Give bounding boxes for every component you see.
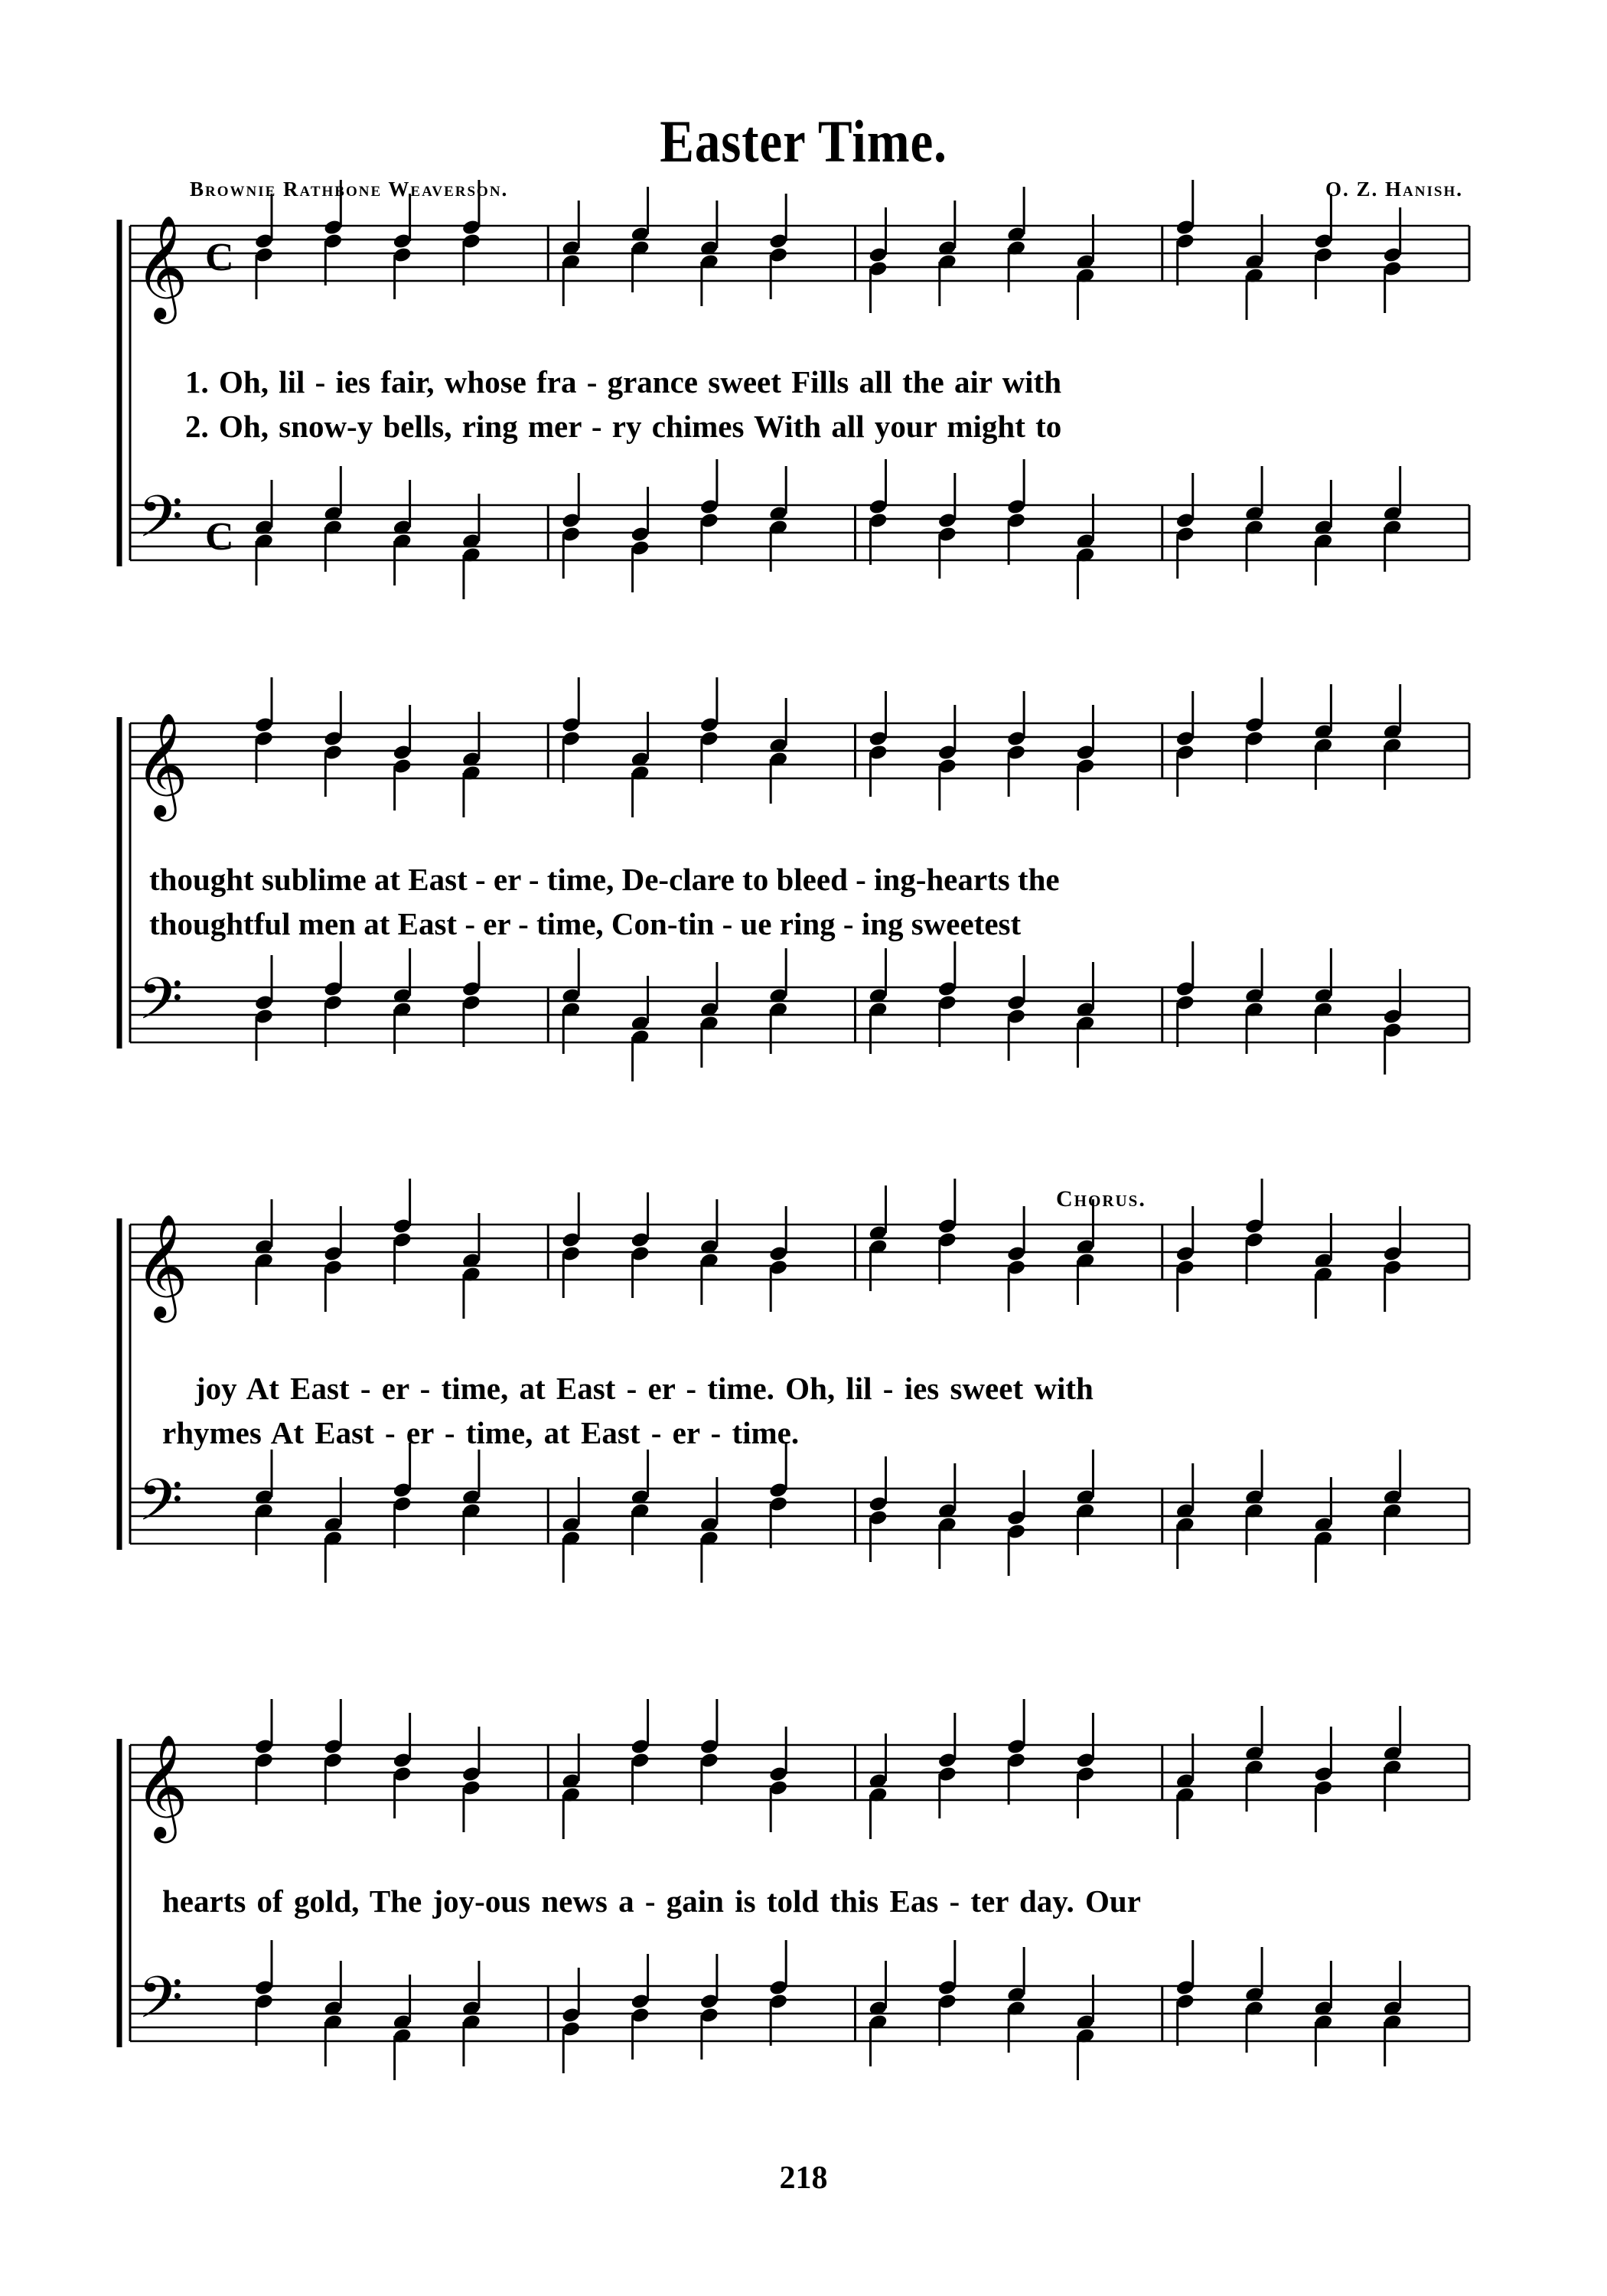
lyric-verse-1: joy At East - er - time, at East - er - time. Oh, lil - ies sweet with [195,1371,1094,1406]
lyricist-credit: Brownie Rathbone Weaverson. [190,178,509,201]
lyric-verse-2: rhymes At East - er - time, at East - er - time. [162,1415,800,1450]
lyric-verse-1: thought sublime at East - er - time, De-clare to bleed - ing-hearts the [149,862,1060,897]
common-time-treble: C [205,236,234,279]
lyric-verse-2: thoughtful men at East - er - time, Con-tin - ue ring - ing sweetest [149,906,1022,941]
page-number: 218 [779,2161,828,2196]
chorus-label: Chorus. [1056,1186,1146,1212]
lyric-verse-1: hearts of gold, The joy-ous news a - gain is told this Eas - ter day. Our [162,1883,1141,1919]
bass-clef: 𝄢 [138,1964,184,2046]
bass-clef: 𝄢 [138,965,184,1047]
treble-clef: 𝄞 [135,1733,188,1838]
score-notation-4 [115,1722,1492,2120]
common-time-bass: C [205,515,234,559]
lyric-verse-1: 1. Oh, lil - ies fair, whose fra - grance sweet Fills all the air with [185,364,1062,400]
hymn-title: Easter Time. [660,108,947,174]
music-system-4 [115,1722,1492,2120]
music-system-3 [115,1186,1492,1615]
treble-clef: 𝄞 [135,214,188,319]
music-system-1 [115,195,1492,624]
music-system-2 [115,711,1492,1121]
lyric-verse-2: 2. Oh, snow-y bells, ring mer - ry chimes With all your might to [185,409,1062,444]
bass-clef: 𝄢 [138,483,184,565]
composer-credit: O. Z. Hanish. [1325,178,1463,201]
bass-clef: 𝄢 [138,1466,184,1548]
treble-clef: 𝄞 [135,1212,188,1318]
treble-clef: 𝄞 [135,711,188,817]
